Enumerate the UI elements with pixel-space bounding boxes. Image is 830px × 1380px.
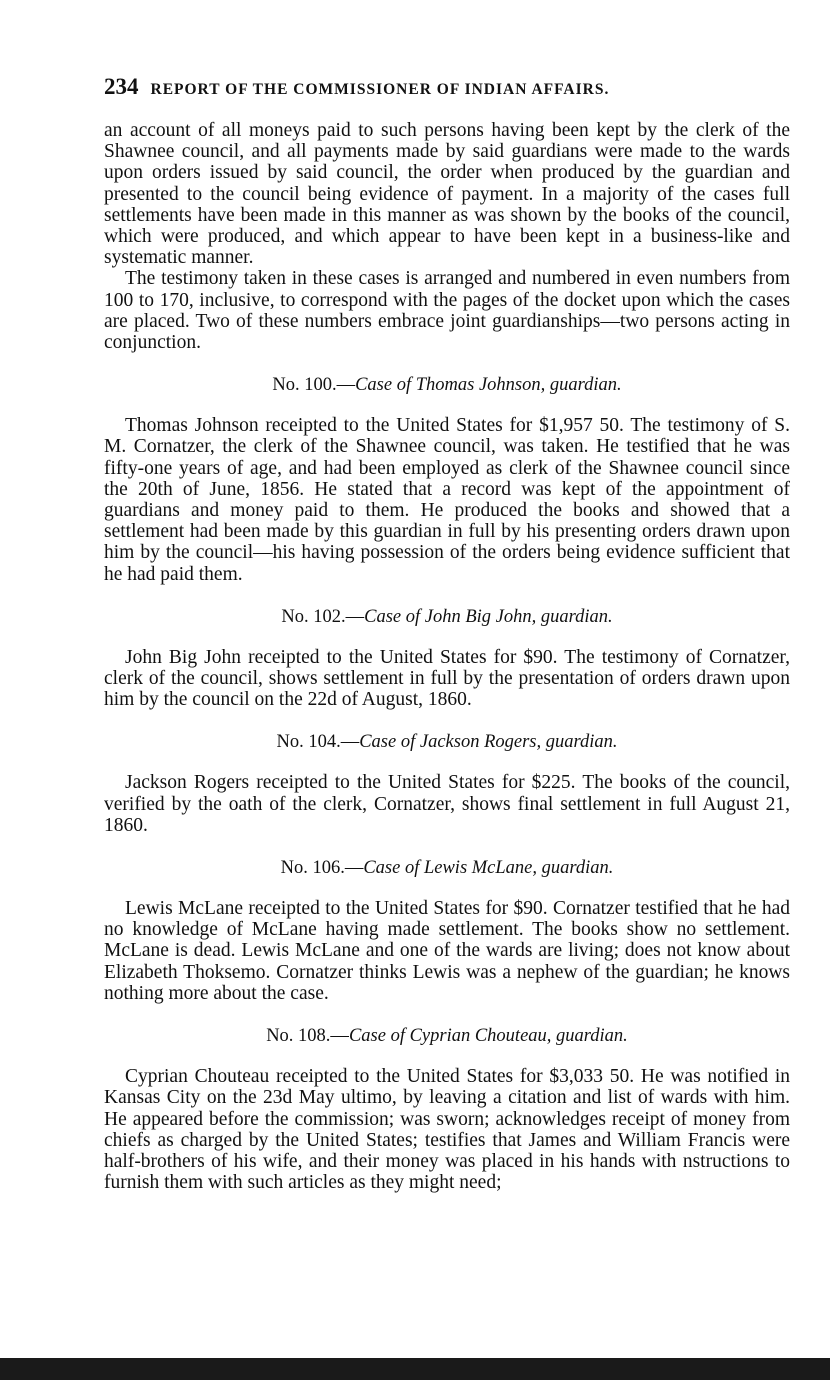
page-edge-shadow [0, 1358, 830, 1380]
case-title: Case of Cyprian Chouteau, guardian. [348, 1026, 628, 1047]
case-title: Case of Jackson Rogers, guardian. [359, 732, 618, 753]
case-title: Case of Lewis McLane, guardian. [363, 858, 614, 879]
case-title: Case of John Big John, guardian. [364, 606, 613, 627]
intro-paragraph-continued: an account of all moneys paid to such persons having been kept by the clerk of the Shawnee council, and all payments made by said guardians were made to the wards upon orders issued by said council, the order when produced by the guardian and presented to the council being evidence of payment. In a majority of the cases full settlements have been made in this manner as was shown by the books of the council, which were produced, and which appear to have been kept in a business-like and systematic manner. [104, 120, 790, 269]
page-header [104, 74, 794, 100]
case-number: No. 108.— [266, 1026, 349, 1047]
case-paragraph-106: Lewis McLane receipted to the United States for $90. Cornatzer testified that he had no knowledge of McLane having made settlement. The books show no settlement. McLane is dead. Lewis McLane and one of the wards are living; does not know about Elizabeth Thoksemo. Cornatzer thinks Lewis was a nephew of the guardian; he knows nothing more about the case. [104, 898, 790, 1004]
case-paragraph-100: Thomas Johnson receipted to the United States for $1,957 50. The testimony of S. M. Cornatzer, the clerk of the Shawnee council, was taken. He testified that he was fifty-one years of age, and had been employed as clerk of the Shawnee council since the 20th of June, 1856. He stated that a record was kept of the appointment of guardians and money paid to them. He produced the books and showed that a settlement had been made by this guardian in full by his presenting orders drawn upon him by the council—his having possession of the orders being evidence sufficient that he had paid them. [104, 415, 790, 585]
case-heading-100 [104, 374, 790, 396]
case-number: No. 102.— [281, 606, 365, 627]
case-number: No. 104.— [276, 732, 360, 753]
case-paragraph-108: Cyprian Chouteau receipted to the United States for $3,033 50. He was notified in Kansas City on the 23d May ultimo, by leaving a citation and list of wards with him. He appeared before the commission; was sworn; acknowledges receipt of money from chiefs as charged by the United States; testifies that James and William Francis were half-brothers of his wife, and their money was placed in his hands with nstructions to furnish them with such articles as they might need; [104, 1066, 790, 1194]
case-paragraph-104: Jackson Rogers receipted to the United States for $225. The books of the council, verified by the oath of the clerk, Cornatzer, shows final settlement in full August 21, 1860. [104, 772, 790, 836]
page-number: 234 [104, 74, 139, 99]
page-body [104, 120, 790, 1193]
case-heading-104 [104, 731, 790, 753]
case-heading-108 [104, 1025, 790, 1047]
case-title: Case of Thomas Johnson, guardian. [355, 375, 622, 396]
case-heading-102 [104, 606, 790, 628]
case-number: No. 100.— [272, 375, 356, 396]
case-paragraph-102: John Big John receipted to the United States for $90. The testimony of Cornatzer, clerk of the council, shows settlement in full by the presentation of orders drawn upon him by the council on the 22d of August, 1860. [104, 646, 790, 711]
running-title: REPORT OF THE COMMISSIONER OF INDIAN AFFAIRS. [150, 81, 610, 98]
case-number: No. 106.— [280, 858, 364, 879]
intro-paragraph: The testimony taken in these cases is arranged and numbered in even numbers from 100 to 170, inclusive, to correspond with the pages of the docket upon which the cases are placed. Two of these numbers embrace joint guardianships—two persons acting in conjunction. [104, 268, 790, 354]
case-heading-106 [104, 857, 790, 879]
